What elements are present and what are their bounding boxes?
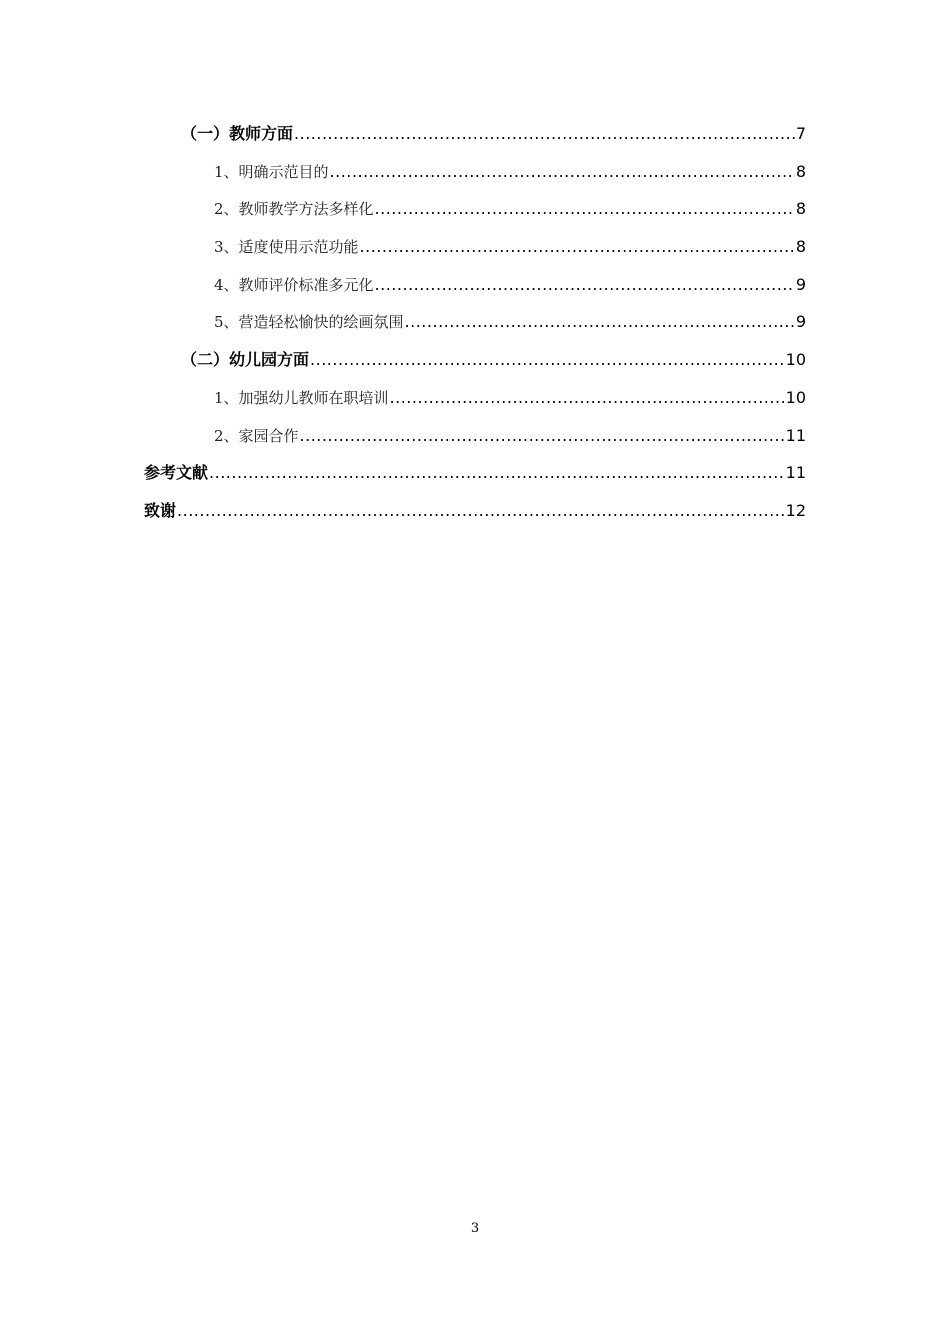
toc-entry-references[interactable] [144,454,806,492]
toc-entry-label: 3、适度使用示范功能 [214,238,359,257]
toc-entry-label: 2、教师教学方法多样化 [214,200,374,219]
toc-dot-leader [330,153,795,191]
toc-dot-leader [375,190,795,228]
toc-dot-leader [405,303,795,341]
toc-entry-teacher-aspect[interactable] [144,115,806,153]
toc-entry-label: （一）教师方面 [181,124,294,143]
toc-entry-pleasant-atmosphere[interactable] [144,303,806,341]
toc-dot-leader [310,341,785,379]
toc-entry-page: 10 [785,387,806,407]
toc-entry-label: 参考文献 [144,463,209,483]
toc-entry-page: 7 [795,124,806,143]
toc-entry-page: 9 [795,274,806,294]
toc-dot-leader [177,492,785,530]
toc-entry-page: 10 [785,350,806,370]
toc-entry-teacher-training[interactable] [144,379,806,417]
toc-entry-label: 4、教师评价标准多元化 [214,275,374,294]
toc-dot-leader [300,417,785,455]
toc-dot-leader [375,266,795,304]
toc-entry-page: 8 [795,161,806,181]
toc-entry-page: 12 [785,500,806,520]
table-of-contents [144,115,806,530]
toc-entry-page: 8 [795,199,806,219]
toc-entry-diverse-evaluation[interactable] [144,266,806,304]
toc-entry-page: 9 [795,312,806,332]
toc-entry-label: 1、明确示范目的 [214,162,329,181]
toc-entry-moderate-demo[interactable] [144,228,806,266]
toc-entry-label: 1、加强幼儿教师在职培训 [214,388,389,407]
toc-entry-label: （二）幼儿园方面 [181,350,310,370]
toc-entry-clear-demo-purpose[interactable] [144,153,806,191]
page-number: 3 [470,1221,480,1236]
toc-entry-home-school[interactable] [144,417,806,455]
toc-entry-page: 11 [785,425,806,445]
toc-entry-label: 致谢 [144,500,177,520]
toc-dot-leader [360,228,795,266]
toc-entry-label: 5、营造轻松愉快的绘画氛围 [214,313,404,332]
toc-entry-acknowledgements[interactable] [144,492,806,530]
toc-entry-page: 11 [785,463,806,483]
toc-dot-leader [209,454,785,492]
toc-entry-label: 2、家园合作 [214,426,299,445]
toc-dot-leader [390,379,785,417]
toc-entry-page: 8 [795,237,806,257]
toc-entry-kindergarten-aspect[interactable] [144,341,806,379]
toc-entry-diverse-methods[interactable] [144,190,806,228]
toc-dot-leader [294,115,795,153]
